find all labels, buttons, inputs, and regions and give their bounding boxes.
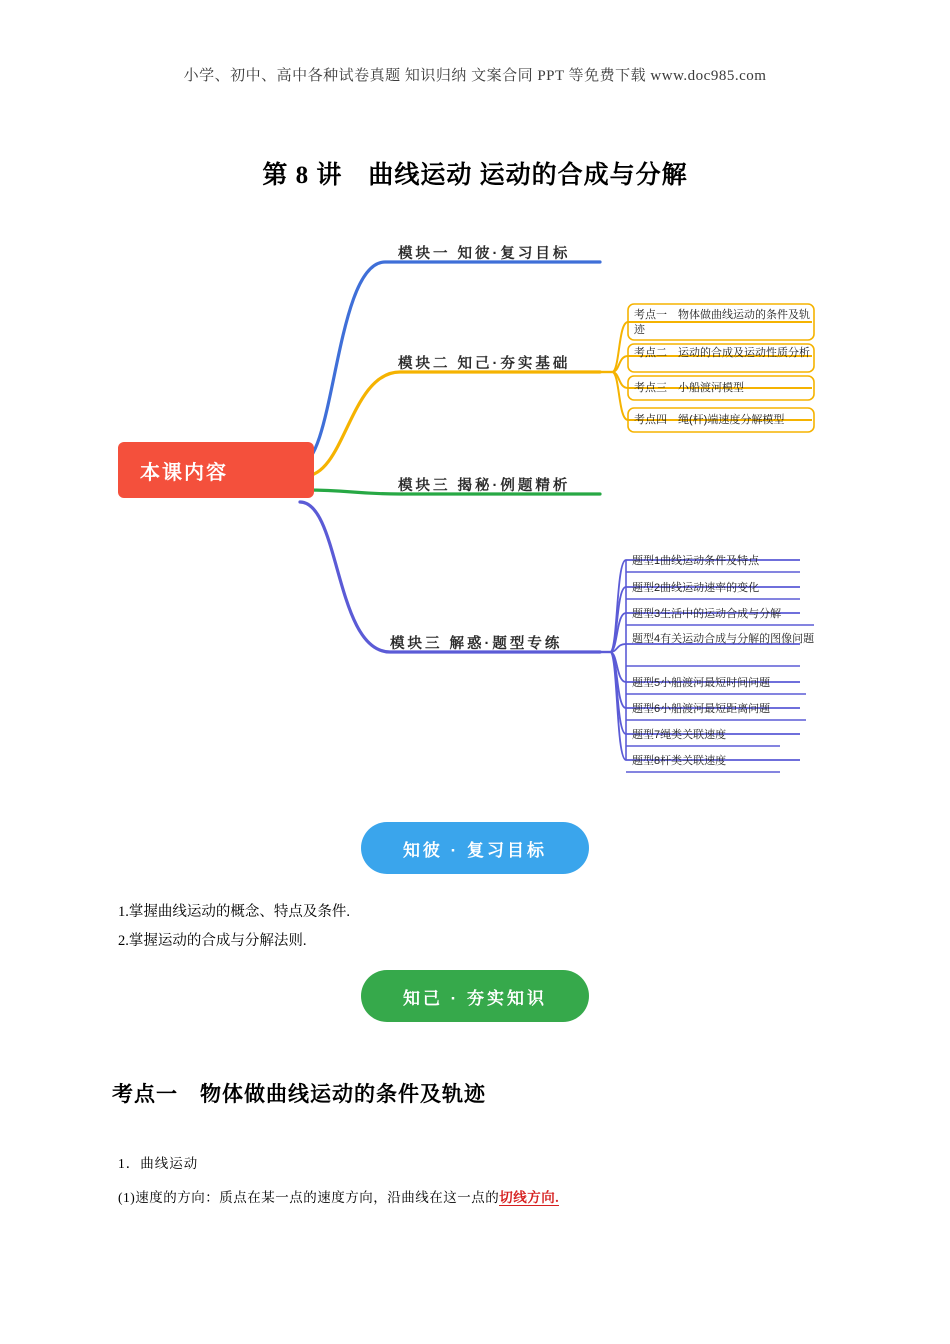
header-note: 小学、初中、高中各种试卷真题 知识归纳 文案合同 PPT 等免费下载 www.doc985.com: [183, 68, 767, 84]
goal-line-2: 2.掌握运动的合成与分解法则.: [118, 933, 307, 949]
mindmap-tixing-5: 题型5小船渡河最短时间问题: [632, 677, 771, 689]
mindmap-tixing-7: 题型7绳类关联速度: [632, 729, 727, 741]
mindmap-root-node: 本课内容: [118, 442, 314, 498]
mindmap-branch-4-label: 模块三 解惑·题型专练: [390, 636, 563, 652]
mindmap-branch-2-label: 模块二 知己·夯实基础: [398, 356, 571, 372]
section-pill-review-goals: 知彼 · 复习目标: [361, 822, 589, 874]
mindmap-tixing-6: 题型6小船渡河最短距离问题: [632, 703, 771, 715]
highlight-tangent-direction: 切线方向.: [499, 1190, 560, 1205]
mindmap-kaodian-4: 考点四 绳(杆)端速度分解模型: [634, 414, 785, 426]
mindmap: [100, 232, 860, 792]
mindmap-kaodian-3: 考点三 小船渡河模型: [634, 382, 744, 394]
paragraph-velocity-direction: [118, 1186, 559, 1206]
mindmap-tixing-8: 题型8杆类关联速度: [632, 755, 727, 767]
subsection-number: 1．曲线运动: [118, 1156, 199, 1171]
mindmap-kaodian-2: 考点二 运动的合成及运动性质分析: [634, 347, 810, 359]
mindmap-tixing-2: 题型2曲线运动速率的变化: [632, 582, 760, 594]
mindmap-branch-1-label: 模块一 知彼·复习目标: [398, 246, 571, 262]
mindmap-tixing-1: 题型1曲线运动条件及特点: [632, 555, 760, 567]
mindmap-kaodian-1: 考点一 物体做曲线运动的条件及轨迹: [634, 309, 810, 336]
page-title: 第 8 讲 曲线运动 运动的合成与分解: [262, 162, 688, 189]
mindmap-branch-3-label: 模块三 揭秘·例题精析: [398, 478, 571, 494]
kaodian-section-title: 考点一 物体做曲线运动的条件及轨迹: [112, 1083, 486, 1106]
mindmap-tixing-3: 题型3生活中的运动合成与分解: [632, 608, 782, 620]
mindmap-tixing-4: 题型4有关运动合成与分解的图像问题: [632, 633, 815, 645]
section-pill-foundation: 知己 · 夯实知识: [361, 970, 589, 1022]
goal-line-1: 1.掌握曲线运动的概念、特点及条件.: [118, 904, 350, 920]
paragraph-text: (1)速度的方向：质点在某一点的速度方向，沿曲线在这一点的: [118, 1190, 500, 1205]
